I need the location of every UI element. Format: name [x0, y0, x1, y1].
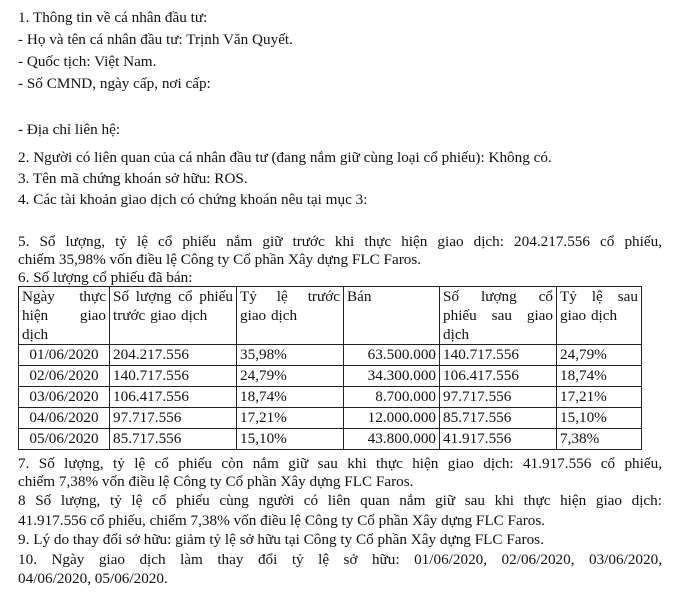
- table-header-row: [19, 287, 642, 345]
- table-row: [19, 366, 642, 387]
- cell-trade-date: 04/06/2020: [19, 408, 110, 429]
- cell-shares-after: 41.917.556: [440, 429, 557, 450]
- cell-ratio-after: 17,21%: [557, 387, 642, 408]
- cell-shares-after: 106.417.556: [440, 366, 557, 387]
- transaction-table: [18, 286, 642, 450]
- table-row: [19, 408, 642, 429]
- cell-ratio-before: 24,79%: [237, 366, 344, 387]
- cell-shares-before: 97.717.556: [110, 408, 237, 429]
- id-card-line: - Số CMND, ngày cấp, nơi cấp:: [18, 75, 211, 92]
- section-8-line-1: 8 Số lượng, tỷ lệ cổ phiếu cùng người có liên quan nắm giữ sau khi thực hiện giao dịch:: [18, 492, 662, 509]
- cell-ratio-after: 7,38%: [557, 429, 642, 450]
- header-shares-after: Số lượng cổ phiếu sau giao dịch: [440, 287, 557, 345]
- section-10-line-1: 10. Ngày giao dịch làm thay đổi tỷ lệ sở hữu: 01/06/2020, 02/06/2020, 03/06/2020,: [18, 551, 662, 568]
- cell-ratio-before: 15,10%: [237, 429, 344, 450]
- section-2-related-persons: 2. Người có liên quan của cá nhân đầu tư (đang nắm giữ cùng loại cổ phiếu): Không có.: [18, 149, 552, 166]
- section-8-line-2: 41.917.556 cổ phiếu, chiếm 7,38% vốn điều lệ Công ty Cổ phần Xây dựng FLC Faros.: [18, 512, 546, 529]
- section-3-stock-code: 3. Tên mã chứng khoán sở hữu: ROS.: [18, 170, 248, 187]
- cell-sold: 34.300.000: [344, 366, 440, 387]
- cell-sold: 8.700.000: [344, 387, 440, 408]
- section-5-line-2: chiếm 35,98% vốn điều lệ Công ty Cổ phần Xây dựng FLC Faros.: [18, 251, 422, 268]
- cell-ratio-before: 35,98%: [237, 345, 344, 366]
- cell-ratio-before: 17,21%: [237, 408, 344, 429]
- cell-trade-date: 02/06/2020: [19, 366, 110, 387]
- cell-shares-before: 140.717.556: [110, 366, 237, 387]
- table-row: [19, 387, 642, 408]
- cell-ratio-after: 24,79%: [557, 345, 642, 366]
- section-6-title: 6. Số lượng cổ phiếu đã bán:: [18, 269, 193, 286]
- cell-shares-after: 85.717.556: [440, 408, 557, 429]
- cell-ratio-before: 18,74%: [237, 387, 344, 408]
- section-4-accounts: 4. Các tài khoản giao dịch có chứng khoán nêu tại mục 3:: [18, 191, 368, 208]
- header-shares-before: Số lượng cổ phiếu trước giao dịch: [110, 287, 237, 345]
- header-sold: Bán: [344, 287, 440, 345]
- header-trade-date: Ngày thực hiện giao dịch: [19, 287, 110, 345]
- investor-name-line: - Họ và tên cá nhân đầu tư: Trịnh Văn Quyết.: [18, 31, 293, 48]
- cell-sold: 43.800.000: [344, 429, 440, 450]
- address-line: - Địa chỉ liên hệ:: [18, 121, 121, 138]
- cell-shares-before: 85.717.556: [110, 429, 237, 450]
- cell-shares-before: 204.217.556: [110, 345, 237, 366]
- header-ratio-after: Tỷ lệ sau giao dịch: [557, 287, 642, 345]
- header-ratio-before: Tỷ lệ trước giao dịch: [237, 287, 344, 345]
- table-row: [19, 345, 642, 366]
- cell-ratio-after: 18,74%: [557, 366, 642, 387]
- cell-ratio-after: 15,10%: [557, 408, 642, 429]
- cell-trade-date: 03/06/2020: [19, 387, 110, 408]
- section-7-line-2: chiếm 7,38% vốn điều lệ Công ty Cổ phần Xây dựng FLC Faros.: [18, 473, 414, 490]
- cell-trade-date: 05/06/2020: [19, 429, 110, 450]
- section-10-line-2: 04/06/2020, 05/06/2020.: [18, 570, 168, 587]
- cell-shares-after: 140.717.556: [440, 345, 557, 366]
- cell-shares-after: 97.717.556: [440, 387, 557, 408]
- table-row: [19, 429, 642, 450]
- cell-trade-date: 01/06/2020: [19, 345, 110, 366]
- nationality-line: - Quốc tịch: Việt Nam.: [18, 53, 157, 70]
- section-9-reason: 9. Lý do thay đổi sở hữu: giảm tỷ lệ sở hữu tại Công ty Cổ phần Xây dựng FLC Faros.: [18, 531, 544, 548]
- cell-shares-before: 106.417.556: [110, 387, 237, 408]
- cell-sold: 12.000.000: [344, 408, 440, 429]
- cell-sold: 63.500.000: [344, 345, 440, 366]
- section-7-line-1: 7. Số lượng, tỷ lệ cổ phiếu còn nắm giữ sau khi thực hiện giao dịch: 41.917.556 cổ phiếu,: [18, 455, 662, 472]
- section-5-line-1: 5. Số lượng, tỷ lệ cổ phiếu nắm giữ trước khi thực hiện giao dịch: 204.217.556 cổ phiếu,: [18, 233, 662, 250]
- section-1-title: 1. Thông tin về cá nhân đầu tư:: [18, 9, 208, 26]
